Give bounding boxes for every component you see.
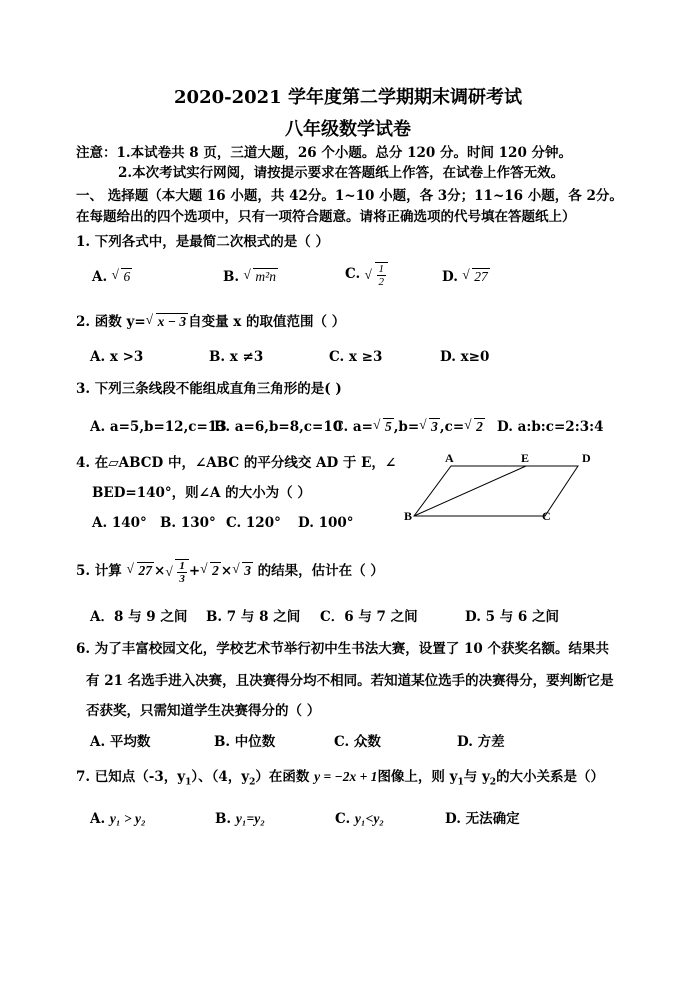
q3-option-c: C. a= √ 5 ,b= √ 3 ,c= √ 2: [333, 417, 483, 435]
q6-line-2: 有 21 名选手进入决赛，且决赛得分均不相同。若知道某位选手的决赛得分，要判断它是: [86, 673, 614, 689]
q6-option-a: A. 平均数: [90, 734, 151, 750]
q1-b-radical: √ m²n: [243, 267, 276, 284]
parallelogram-abcd: [414, 466, 578, 516]
q2-option-d: D. x≥0: [440, 349, 490, 365]
q6-option-c: C. 众数: [334, 734, 381, 750]
q6-option-b: B. 中位数: [214, 734, 276, 750]
q4-option-a: A. 140°: [92, 515, 147, 531]
bisector-be: [414, 466, 526, 516]
q4-option-b: B. 130°: [160, 515, 216, 531]
q4-stem-line-1: 4. 在▱ABCD 中，∠ABC 的平分线交 AD 于 E，∠: [76, 455, 397, 471]
q1-a-radical: √ 6: [111, 267, 131, 284]
q5-option-b: B. 7 与 8 之间: [206, 609, 301, 625]
q2-option-a: A. x >3: [90, 349, 144, 365]
q3-option-d: D. a:b:c=2:3:4: [497, 419, 604, 435]
q4-option-c: C. 120°: [226, 515, 281, 531]
label-d: D: [582, 451, 591, 465]
exam-title: 2020-2021 学年度第二学期期末调研考试: [174, 87, 522, 108]
notice-line-1: 注意：1.本试卷共 8 页，三道大题，26 个小题。总分 120 分。时间 120 分钟。: [76, 145, 573, 161]
label-b: B: [404, 509, 413, 523]
q4-option-d: D. 100°: [298, 515, 354, 531]
q2-stem: 2. 函数 y= √ x − 3 自变量 x 的取值范围（ ）: [76, 312, 346, 330]
q5-option-c: C．6 与 7 之间: [320, 609, 418, 625]
q1-d-radical: √ 27: [462, 267, 488, 284]
section1-line-1: 一、 选择题（本大题 16 小题，共 42分。1~10 小题，各 3分；11~16 小题，各 2分。: [76, 188, 623, 204]
q2-option-c: C. x ≥3: [329, 349, 383, 365]
notice-line-2: 2.本次考试实行网阅，请按提示要求在答题纸上作答，在试卷上作答无效。: [118, 165, 565, 181]
q7-stem: 7. 已知点（-3，$y_1$）、（4，$y_2$）在函数 y = −2x + 1图像上，则 $y_1$与 $y_2$的大小关系是（）: [76, 769, 605, 788]
q7-option-c: C. y₁<y₂: [335, 811, 385, 827]
label-c: C: [542, 509, 551, 523]
q2-option-b: B. x ≠3: [209, 349, 264, 365]
q1-c-radical: √ $\frac{1}{2}$: [365, 262, 389, 288]
section1-line-2: 在每题给出的四个选项中，只有一项符合题意。请将正确选项的代号填在答题纸上）: [76, 209, 576, 225]
label-a: A: [445, 451, 454, 465]
q1-option-d: D. √ 27: [442, 267, 488, 285]
q1-option-a: A. √ 6: [92, 267, 131, 285]
q5-option-a: A．8 与 9 之间: [90, 609, 188, 625]
q5-option-d: D. 5 与 6 之间: [465, 609, 560, 625]
q5-stem: 5. 计算 √ 27 × √ $\frac{1}{3}$ + √ 2 × √ 3 的结果，估计在（ ）: [76, 560, 384, 585]
q7-option-d: D. 无法确定: [445, 811, 520, 827]
parallelogram-figure: [402, 448, 602, 528]
q1-option-c: C. √ $\frac{1}{2}$: [345, 262, 388, 288]
q1-option-b: B. √ m²n: [223, 267, 276, 285]
exam-subtitle: 八年级数学试卷: [285, 119, 411, 140]
q3-stem: 3. 下列三条线段不能组成直角三角形的是( ): [76, 381, 342, 397]
q6-option-d: D. 方差: [457, 734, 505, 750]
q6-line-1: 6. 为了丰富校园文化，学校艺术节举行初中生书法大赛，设置了 10 个获奖名额。结果共: [76, 641, 609, 657]
q7-option-a: A. y₁ > y₂: [90, 811, 146, 827]
q4-stem-line-2: BED=140°，则∠A 的大小为（ ）: [92, 485, 311, 501]
q7-option-b: B. y₁=y₂: [215, 811, 265, 827]
q3-option-a: A. a=5,b=12,c=13: [90, 419, 227, 435]
label-e: E: [521, 451, 530, 465]
q3-option-b: B. a=6,b=8,c=10: [214, 419, 343, 435]
q1-stem: 1. 下列各式中，是最简二次根式的是（ ）: [76, 234, 329, 250]
q6-line-3: 否获奖，只需知道学生决赛得分的（ ）: [86, 703, 321, 719]
